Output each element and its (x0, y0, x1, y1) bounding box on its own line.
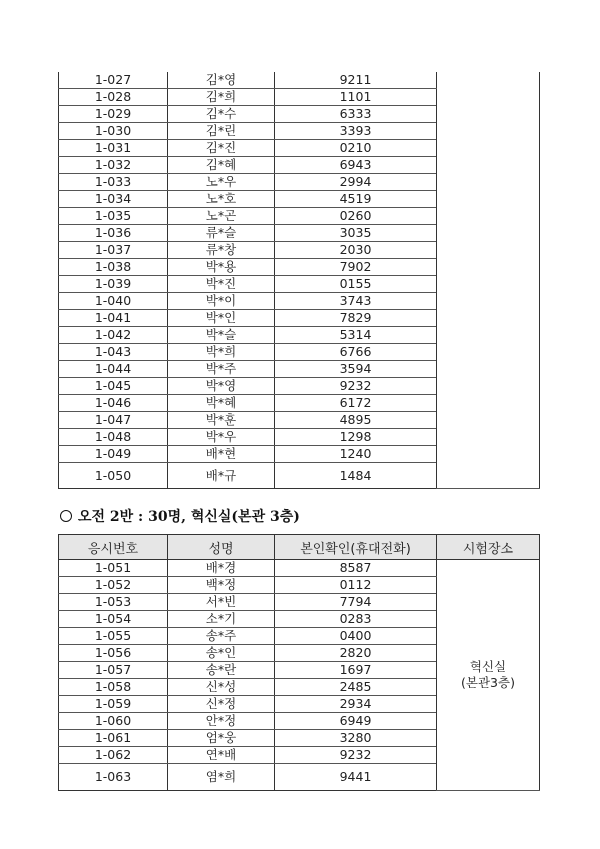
exam-number-cell: 1-036 (59, 225, 168, 242)
name-cell: 박*혜 (168, 395, 275, 412)
exam-number-cell: 1-031 (59, 140, 168, 157)
name-cell: 배*규 (168, 463, 275, 489)
name-cell: 송*인 (168, 645, 275, 662)
exam-number-cell: 1-038 (59, 259, 168, 276)
phone-digits-cell: 3280 (275, 730, 437, 747)
location-room: 혁신실 (469, 659, 507, 674)
phone-digits-cell: 9232 (275, 747, 437, 764)
exam-number-cell: 1-029 (59, 106, 168, 123)
name-cell: 류*창 (168, 242, 275, 259)
name-cell: 염*희 (168, 764, 275, 791)
name-cell: 백*정 (168, 577, 275, 594)
name-cell: 박*훈 (168, 412, 275, 429)
exam-number-cell: 1-034 (59, 191, 168, 208)
name-cell: 박*희 (168, 344, 275, 361)
phone-digits-cell: 3743 (275, 293, 437, 310)
phone-digits-cell: 6943 (275, 157, 437, 174)
phone-digits-cell: 7794 (275, 594, 437, 611)
phone-digits-cell: 0112 (275, 577, 437, 594)
phone-digits-cell: 7829 (275, 310, 437, 327)
name-cell: 박*인 (168, 310, 275, 327)
phone-digits-cell: 2820 (275, 645, 437, 662)
phone-digits-cell: 6333 (275, 106, 437, 123)
phone-digits-cell: 9232 (275, 378, 437, 395)
name-cell: 김*영 (168, 72, 275, 89)
name-cell: 서*빈 (168, 594, 275, 611)
phone-digits-cell: 6172 (275, 395, 437, 412)
phone-digits-cell: 4519 (275, 191, 437, 208)
exam-number-cell: 1-042 (59, 327, 168, 344)
location-building: (본관3층) (461, 675, 515, 690)
exam-location-cell (437, 560, 540, 791)
name-cell: 노*곤 (168, 208, 275, 225)
header-exam-location: 시험장소 (437, 535, 540, 560)
exam-number-cell: 1-049 (59, 446, 168, 463)
exam-number-cell: 1-028 (59, 89, 168, 106)
phone-digits-cell: 3393 (275, 123, 437, 140)
section-heading-text: 오전 2반 : 30명, 혁신실(본관 3층) (78, 509, 300, 525)
phone-digits-cell: 0260 (275, 208, 437, 225)
phone-digits-cell: 3594 (275, 361, 437, 378)
phone-digits-cell: 8587 (275, 560, 437, 577)
name-cell: 김*수 (168, 106, 275, 123)
section-heading (60, 506, 300, 526)
phone-digits-cell: 4895 (275, 412, 437, 429)
exam-location-cell (437, 72, 540, 489)
name-cell: 신*성 (168, 679, 275, 696)
name-cell: 배*현 (168, 446, 275, 463)
phone-digits-cell: 2485 (275, 679, 437, 696)
name-cell: 안*정 (168, 713, 275, 730)
phone-digits-cell: 0155 (275, 276, 437, 293)
name-cell: 송*주 (168, 628, 275, 645)
exam-number-cell: 1-047 (59, 412, 168, 429)
exam-number-cell: 1-030 (59, 123, 168, 140)
phone-digits-cell: 6766 (275, 344, 437, 361)
phone-digits-cell: 0400 (275, 628, 437, 645)
phone-digits-cell: 0283 (275, 611, 437, 628)
name-cell: 김*혜 (168, 157, 275, 174)
name-cell: 송*란 (168, 662, 275, 679)
name-cell: 박*이 (168, 293, 275, 310)
exam-number-cell: 1-052 (59, 577, 168, 594)
phone-digits-cell: 2934 (275, 696, 437, 713)
header-exam-number: 응시번호 (59, 535, 168, 560)
exam-number-cell: 1-053 (59, 594, 168, 611)
name-cell: 박*주 (168, 361, 275, 378)
table-row (59, 560, 540, 577)
exam-number-cell: 1-033 (59, 174, 168, 191)
header-name: 성명 (168, 535, 275, 560)
exam-number-cell: 1-063 (59, 764, 168, 791)
exam-number-cell: 1-057 (59, 662, 168, 679)
phone-digits-cell: 1298 (275, 429, 437, 446)
exam-number-cell: 1-043 (59, 344, 168, 361)
name-cell: 박*진 (168, 276, 275, 293)
exam-roster-table (58, 534, 540, 791)
exam-number-cell: 1-048 (59, 429, 168, 446)
header-row (59, 535, 540, 560)
exam-number-cell: 1-056 (59, 645, 168, 662)
name-cell: 소*기 (168, 611, 275, 628)
exam-number-cell: 1-058 (59, 679, 168, 696)
exam-number-cell: 1-040 (59, 293, 168, 310)
exam-number-cell: 1-037 (59, 242, 168, 259)
name-cell: 노*우 (168, 174, 275, 191)
table-body (59, 560, 540, 791)
phone-digits-cell: 2030 (275, 242, 437, 259)
exam-number-cell: 1-051 (59, 560, 168, 577)
exam-number-cell: 1-045 (59, 378, 168, 395)
phone-digits-cell: 1484 (275, 463, 437, 489)
exam-number-cell: 1-059 (59, 696, 168, 713)
circle-bullet-icon (60, 510, 72, 522)
name-cell: 박*우 (168, 429, 275, 446)
name-cell: 박*슬 (168, 327, 275, 344)
exam-number-cell: 1-032 (59, 157, 168, 174)
table-body (59, 72, 540, 489)
exam-number-cell: 1-055 (59, 628, 168, 645)
phone-digits-cell: 3035 (275, 225, 437, 242)
name-cell: 신*정 (168, 696, 275, 713)
exam-roster-table-continued (58, 72, 540, 489)
phone-digits-cell: 1101 (275, 89, 437, 106)
exam-number-cell: 1-046 (59, 395, 168, 412)
exam-number-cell: 1-061 (59, 730, 168, 747)
exam-number-cell: 1-054 (59, 611, 168, 628)
phone-digits-cell: 9441 (275, 764, 437, 791)
exam-number-cell: 1-039 (59, 276, 168, 293)
name-cell: 배*경 (168, 560, 275, 577)
phone-digits-cell: 1697 (275, 662, 437, 679)
name-cell: 김*진 (168, 140, 275, 157)
phone-digits-cell: 6949 (275, 713, 437, 730)
table-row (59, 72, 540, 89)
phone-digits-cell: 2994 (275, 174, 437, 191)
exam-number-cell: 1-062 (59, 747, 168, 764)
exam-number-cell: 1-050 (59, 463, 168, 489)
exam-number-cell: 1-041 (59, 310, 168, 327)
exam-number-cell: 1-060 (59, 713, 168, 730)
name-cell: 김*린 (168, 123, 275, 140)
exam-number-cell: 1-027 (59, 72, 168, 89)
phone-digits-cell: 5314 (275, 327, 437, 344)
name-cell: 엄*웅 (168, 730, 275, 747)
name-cell: 김*희 (168, 89, 275, 106)
name-cell: 류*슬 (168, 225, 275, 242)
name-cell: 박*영 (168, 378, 275, 395)
header-phone-verification: 본인확인(휴대전화) (275, 535, 437, 560)
name-cell: 연*배 (168, 747, 275, 764)
exam-number-cell: 1-035 (59, 208, 168, 225)
exam-number-cell: 1-044 (59, 361, 168, 378)
phone-digits-cell: 9211 (275, 72, 437, 89)
name-cell: 박*용 (168, 259, 275, 276)
name-cell: 노*호 (168, 191, 275, 208)
phone-digits-cell: 1240 (275, 446, 437, 463)
phone-digits-cell: 0210 (275, 140, 437, 157)
phone-digits-cell: 7902 (275, 259, 437, 276)
